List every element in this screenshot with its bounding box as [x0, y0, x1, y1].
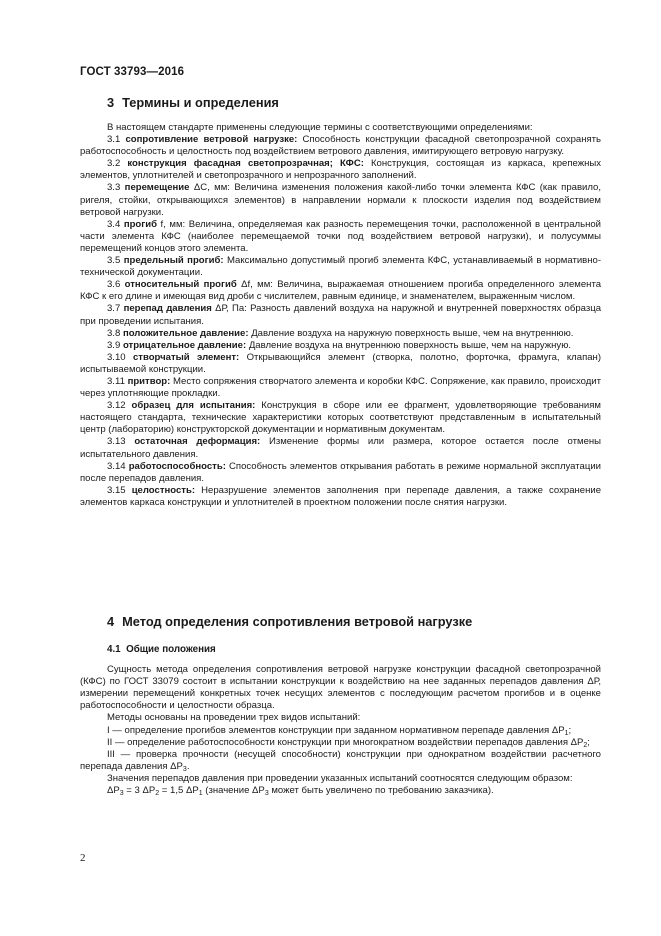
subsection-title: Общие положения [126, 644, 216, 655]
term-name: предельный прогиб: [123, 255, 224, 267]
term-name: работоспособность: [128, 460, 226, 472]
term-3-2 [80, 158, 601, 182]
term-unit: ΔС, мм: [193, 182, 230, 194]
term-3-12 [80, 400, 601, 436]
test-type-2: II — определение работоспособности конструкции при многократном воздействии перепадов давления $\Delta Р_2$; [107, 736, 590, 749]
section-3-title: Термины и определения [122, 95, 279, 110]
term-name: створчатый элемент: [132, 351, 240, 363]
term-3-4 [80, 219, 601, 255]
term-number: 3.2 [107, 158, 121, 170]
formula-part: ΔР [107, 785, 120, 797]
pressure-formula [80, 785, 601, 797]
subscript: 3 [264, 790, 269, 798]
term-definition: Конструкция в сборе или ее фрагмент, удовлетворяющие требованиям настоящего стандарта, технические характеристики которых соответствуют представленным в испытательный центр (лабораторию) конструкторской документации и нормативным документам. [80, 400, 602, 436]
term-3-9 [80, 340, 601, 352]
term-3-15 [80, 485, 601, 509]
subscript: 3 [182, 765, 187, 773]
term-definition: Способность элементов открывания работать в режиме нормальной эксплуатации после перепадов давления. [80, 460, 601, 484]
term-number: 3.3 [107, 182, 121, 194]
term-number: 3.8 [107, 327, 121, 339]
term-definition: Максимально допустимый прогиб элемента КФС, устанавливаемый в нормативно-технической документации. [80, 255, 602, 279]
term-definition: Величина изменения положения какой-либо точки элемента КФС (как правило, ригеля, стойки, открывающихся элементов) в направлении нормали к плоскости изделия под воздействием ветровой нагрузки. [80, 182, 601, 218]
section-3-intro: В настоящем стандарте применены следующие термины с соответствующими определениями: [107, 122, 533, 133]
document-code: ГОСТ 33793—2016 [80, 66, 185, 78]
term-number: 3.5 [107, 255, 121, 267]
term-name: перемещение [124, 182, 190, 194]
term-3-1 [80, 134, 601, 158]
term-name: перепад давления [123, 303, 212, 315]
subsection-4-1-heading [80, 644, 601, 656]
section-4-body [80, 644, 601, 797]
subscript: 2 [155, 790, 160, 798]
subsection-number: 4.1 [107, 644, 121, 655]
methods-intro-paragraph: Методы основаны на проведении трех видов испытаний: [107, 712, 361, 724]
term-name: относительный прогиб [124, 279, 237, 291]
term-unit: Δf, мм: [241, 279, 273, 291]
term-number: 3.4 [107, 218, 121, 230]
term-definition: Конструкция, состоящая из каркаса, крепежных элементов, уплотнителей и светопрозрачного и непрозрачного заполнений. [80, 158, 602, 182]
term-number: 3.12 [107, 400, 126, 412]
section-3-body [80, 122, 601, 509]
term-number: 3.7 [107, 303, 121, 315]
term-number: 3.10 [107, 351, 126, 363]
term-number: 3.15 [107, 484, 126, 496]
term-3-13 [80, 436, 601, 460]
subscript: 3 [119, 790, 124, 798]
section-4-heading [107, 614, 472, 629]
term-name: конструкция фасадная светопрозрачная; КФС: [127, 158, 364, 170]
term-unit: f, мм: [160, 218, 186, 230]
term-number: 3.14 [107, 460, 126, 472]
term-number: 3.1 [107, 134, 121, 146]
term-3-3 [80, 182, 601, 218]
subscript: 2 [583, 741, 588, 749]
formula-part: может быть увеличено по требованию заказчика). [268, 785, 494, 797]
term-unit: ΔР, Па: [215, 303, 247, 315]
term-3-10 [80, 352, 601, 376]
term-name: остаточная деформация: [134, 436, 261, 448]
section-3-number: 3 [107, 95, 115, 110]
method-essence-paragraph: Сущность метода определения сопротивления ветровой нагрузке конструкции фасадной светопрозрачной (КФС) по ГОСТ 33079 состоит в испытании конструкции к воздействию на нее заданных перепадов давления ΔР, измерении перемещений конкретных точек несущих элементов с последующим расчетом прогибов и в оценке работоспособности и целостности образца. [80, 664, 601, 712]
term-name: прогиб [123, 218, 157, 230]
pressure-ratio-paragraph: Значения перепадов давления при проведении указанных испытаний соотносятся следующим образом: [107, 772, 573, 784]
term-name: сопротивление ветровой нагрузке: [125, 134, 298, 146]
page-number: 2 [80, 852, 86, 864]
term-3-14 [80, 461, 601, 485]
section-3-heading [107, 95, 279, 110]
test-type-3-text: III — проверка прочности (несущей способности) конструкции при однократном воздействии расчетного перепада давления ΔР [80, 748, 601, 772]
formula-part: = 3 ΔР [123, 785, 156, 797]
term-name: целостность: [131, 484, 196, 496]
term-definition: Разность давлений воздуха на наружной и внутренней поверхностях образца при проведении испытания. [80, 303, 602, 327]
term-name: образец для испытания: [131, 400, 256, 412]
term-number: 3.11 [107, 375, 125, 387]
section-4-number: 4 [107, 614, 115, 629]
subscript: 1 [564, 729, 569, 737]
term-name: положительное давление: [122, 327, 249, 339]
subscript: 1 [198, 790, 203, 798]
term-3-6 [80, 279, 601, 303]
formula-part: (значение ΔР [202, 785, 265, 797]
formula-part: = 1,5 ΔР [159, 785, 199, 797]
term-definition: Открывающийся элемент (створка, полотно, форточка, фрамуга, клапан) испытываемой конструкции. [80, 351, 601, 375]
term-3-5 [80, 255, 601, 279]
term-3-8 [80, 328, 601, 340]
term-name: притвор: [127, 375, 171, 387]
term-definition: Давление воздуха на внутреннюю поверхность выше, чем на наружную. [248, 339, 572, 351]
term-definition: Величина, определяемая как разность перемещения точки, расположенной в центральной части элемента КФС (наиболее перемещаемой точки под воздействием ветровой нагрузки), и полусуммы перемещений концов этого элемента. [80, 218, 602, 254]
term-3-7 [80, 303, 601, 327]
term-definition: Давление воздуха на наружную поверхность выше, чем на внутреннюю. [251, 327, 574, 339]
term-3-11 [80, 376, 601, 400]
term-definition: Способность конструкции фасадной светопрозрачной сохранять работоспособность и целостность под воздействием ветрового давления, имитирующего ветровую нагрузку. [80, 134, 602, 158]
test-type-2-text: II — определение работоспособности конструкции при многократном воздействии перепадов давления ΔР [107, 736, 584, 748]
term-number: 3.6 [107, 279, 121, 291]
section-4-title: Метод определения сопротивления ветровой нагрузке [122, 614, 473, 629]
term-number: 3.13 [107, 436, 126, 448]
term-number: 3.9 [107, 339, 121, 351]
test-type-3: III — проверка прочности (несущей способности) конструкции при однократном воздействии расчетного перепада давления $\Delta Р_3$. [80, 748, 601, 773]
term-definition: Неразрушение элементов заполнения при перепаде давления, а также сохранение элементов каркаса конструкции и уплотнителей в проектном положении после снятия нагрузки. [80, 484, 601, 508]
term-definition: Величина, выражаемая отношением прогиба определенного элемента КФС к его длине и имеющая вид дроби с числителем, равным единице, и знаменателем, выраженным числом. [80, 279, 602, 303]
test-type-1-text: I — определение прогибов элементов конструкции при заданном нормативном перепаде давления ΔР [107, 724, 565, 736]
term-definition: Место сопряжения створчатого элемента и коробки КФС. Сопряжение, как правило, происходит через уплотняющие прокладки. [80, 375, 601, 400]
term-definition: Изменение формы или размера, которое остается после отмены испытательного давления. [80, 436, 602, 460]
term-name: отрицательное давление: [122, 339, 247, 351]
test-type-1: I — определение прогибов элементов конструкции при заданном нормативном перепаде давления $\Delta Р_1$; [107, 724, 572, 737]
